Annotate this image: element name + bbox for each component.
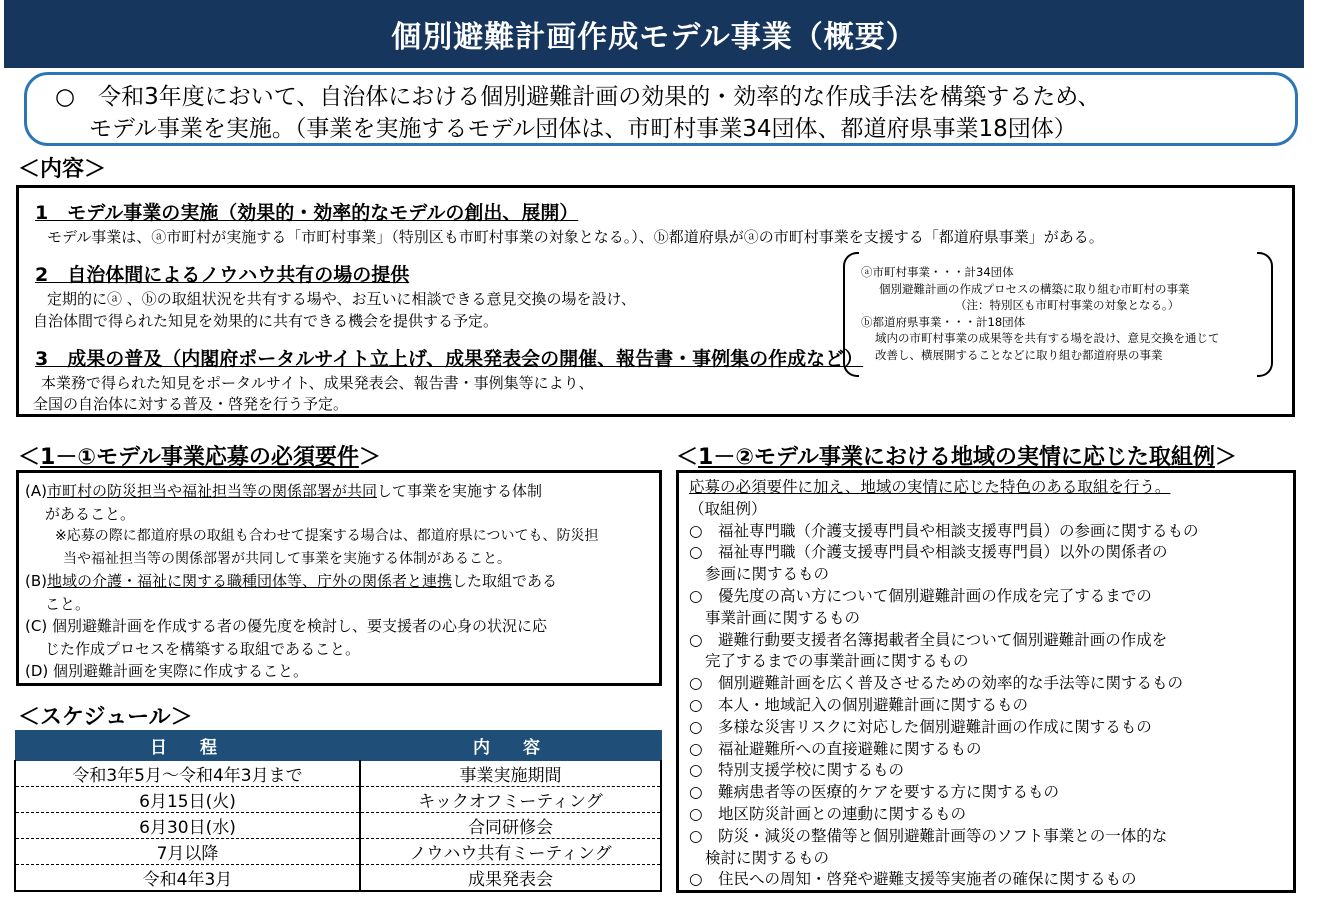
requirement-b (25, 570, 659, 593)
list-item: ○ 福祉避難所への直接避難に関するもの (689, 739, 982, 758)
page-title: 個別避難計画作成モデル事業（概要） (4, 0, 1304, 68)
schedule-date: 7月以降 (15, 839, 360, 865)
list-item-cont: 参画に関するもの (705, 565, 830, 584)
requirements-heading-text: 1－①モデル事業応募の必須要件 (40, 445, 359, 470)
requirement-a-note-1: ※応募の際に都道府県の取組も合わせて提案する場合は、都道府県についても、防災担 (55, 528, 599, 544)
note-line: 改善し、横展開することなどに取り組む都道府県の事業 (875, 347, 1163, 362)
note-line: ⓐ市町村事業・・・計34団体 (861, 265, 1014, 279)
schedule-header-row (15, 731, 661, 761)
list-item: ○ 防災・減災の整備等と個別避難計画等のソフト事業との一体的な (689, 826, 1168, 845)
item1-text: モデル事業は、ⓐ市町村が実施する「市町村事業」（特別区も市町村事業の対象となる。）、ⓑ都道府県がⓐの市町村事業を支援する「都道府県事業」がある。 (47, 228, 1104, 246)
examples-heading-text: 1－②モデル事業における地域の実情に応じた取組例 (698, 445, 1215, 470)
list-item: ○ 個別避難計画を広く普及させるための効率的な手法等に関するもの (689, 674, 1184, 693)
business-note (843, 252, 1273, 377)
list-item: ○ 地区防災計画との連動に関するもの (689, 804, 967, 823)
table-row (15, 787, 661, 813)
requirements-box (16, 470, 662, 686)
item2-text-2: 自治体間で得られた知見を効果的に共有できる機会を提供する予定。 (33, 312, 499, 330)
list-item-cont: 検討に関するもの (705, 848, 830, 867)
heading-bracket: ＜ (18, 445, 41, 470)
schedule-content: 成果発表会 (360, 865, 661, 892)
schedule-header-date: 日 程 (15, 731, 360, 761)
requirement-a-cont: があること。 (45, 504, 136, 523)
heading-bracket: ＞ (1214, 445, 1237, 470)
schedule-heading: ＜スケジュール＞ (18, 705, 193, 730)
requirements-heading (18, 440, 381, 471)
requirement-c-1: (C) 個別避難計画を作成する者の優先度を検討し、要支援者の心身の状況に応 (25, 617, 547, 635)
schedule-content: ノウハウ共有ミーティング (360, 839, 661, 865)
schedule-content: 事業実施期間 (360, 761, 661, 787)
schedule-date: 6月15日(火) (15, 787, 360, 813)
schedule-date: 令和3年5月～令和4年3月まで (15, 761, 360, 787)
item3-text-1: 本業務で得られた知見をポータルサイト、成果発表会、報告書・事例集等により、 (41, 374, 594, 392)
table-row (15, 865, 661, 892)
right-bracket (1257, 252, 1273, 377)
requirement-a (25, 480, 659, 503)
note-text (861, 264, 1220, 363)
list-item: ○ 特別支援学校に関するもの (689, 761, 905, 780)
list-item: ○ 避難行動要支援者名簿掲載者全員について個別避難計画の作成を (689, 630, 1168, 649)
requirement-emphasis: 地域の介護・福祉に関する職種団体等、庁外の関係者と連携 (47, 572, 453, 590)
heading-bracket: ＜ (676, 445, 699, 470)
item3-title: 3 成果の普及（内閣府ポータルサイト立上げ、成果発表会の開催、報告書・事例集の作成など） (35, 348, 864, 370)
item2-text-1: 定期的にⓐ 、ⓑの取組状況を共有する場や、お互いに相談できる意見交換の場を設け、 (47, 290, 636, 308)
requirement-c-2: じた作成プロセスを構築する取組であること。 (45, 639, 361, 658)
summary-box (24, 72, 1298, 146)
table-row (15, 839, 661, 865)
note-line: 個別避難計画の作成プロセスの構築に取り組む市町村の事業 (879, 281, 1190, 296)
requirement-text: して事業を実施する体制 (376, 482, 542, 500)
schedule-content: キックオフミーティング (360, 787, 661, 813)
schedule-date: 6月30日(水) (15, 813, 360, 839)
examples-intro: 応募の必須要件に加え、地域の実情に応じた特色のある取組を行う。 (689, 478, 1171, 496)
schedule-date: 令和4年3月 (15, 865, 360, 892)
examples-sub: （取組例） (689, 499, 767, 518)
list-item-cont: 事業計画に関するもの (705, 608, 861, 627)
schedule-content: 合同研修会 (360, 813, 661, 839)
list-item: ○ 本人・地域記入の個別避難計画に関するもの (689, 695, 1029, 714)
examples-box (676, 470, 1296, 893)
item1-title: 1 モデル事業の実施（効果的・効率的なモデルの創出、展開） (35, 202, 579, 224)
schedule-table (14, 730, 662, 892)
list-item: ○ 優先度の高い方について個別避難計画の作成を完了するまでの (689, 586, 1152, 605)
item3-text-2: 全国の自治体に対する普及・啓発を行う予定。 (33, 395, 349, 413)
table-row (15, 761, 661, 787)
requirement-emphasis: 市町村の防災担当や福祉担当等の関係部署が共同 (46, 482, 377, 500)
note-line: （注：特別区も市町村事業の対象となる。） (955, 298, 1180, 312)
item2-title: 2 自治体間によるノウハウ共有の場の提供 (35, 264, 410, 286)
list-item: ○ 難病患者等の医療的ケアを要する方に関するもの (689, 783, 1060, 802)
list-item: ○ 福祉専門職（介護支援専門員や相談支援専門員）以外の関係者の (689, 543, 1168, 562)
list-item: ○ 住民への周知・啓発や避難支援等実施者の確保に関するもの (689, 870, 1137, 889)
requirement-d: (D) 個別避難計画を実際に作成すること。 (25, 662, 309, 680)
requirement-label: (A) (25, 482, 47, 500)
content-heading: ＜内容＞ (18, 157, 107, 182)
heading-bracket: ＞ (358, 445, 381, 470)
note-line: 域内の市町村事業の成果等を共有する場を設け、意見交換を通じて (875, 331, 1220, 345)
left-bracket (843, 252, 859, 377)
list-item: ○ 多様な災害リスクに対応した個別避難計画の作成に関するもの (689, 717, 1152, 736)
requirement-b-cont: こと。 (45, 594, 91, 613)
requirement-text: した取組である (452, 572, 558, 590)
examples-heading (676, 440, 1237, 471)
summary-line-1: ○ 令和3年度において、自治体における個別避難計画の効果的・効率的な作成手法を構築するため、 (55, 84, 1101, 110)
schedule-header-content: 内 容 (360, 731, 661, 761)
requirement-label: (B) (25, 572, 47, 590)
requirement-a-note-2: 当や福祉担当等の関係部署が共同して事業を実施する体制があること。 (63, 550, 511, 567)
list-item: ○ 福祉専門職（介護支援専門員や相談支援専門員）の参画に関するもの (689, 521, 1199, 540)
table-row (15, 813, 661, 839)
note-line: ⓑ都道府県事業・・・計18団体 (861, 314, 1026, 329)
list-item-cont: 完了するまでの事業計画に関するもの (705, 652, 969, 671)
summary-line-2: モデル事業を実施。（事業を実施するモデル団体は、市町村事業34団体、都道府県事業18団体） (89, 116, 1077, 142)
